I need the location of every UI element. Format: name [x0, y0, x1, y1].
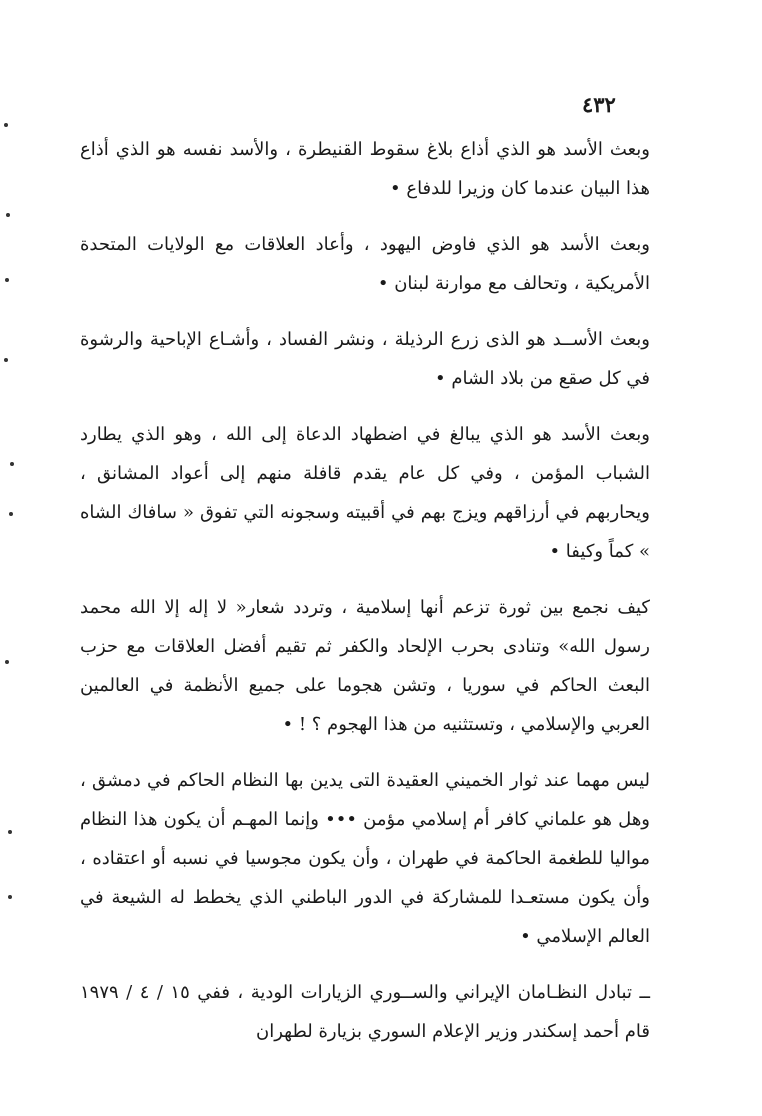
paragraph-1: وبعث الأسد هو الذي أذاع بلاغ سقوط القنيطرة ، والأسد نفسه هو الذي أذاع هذا البيان عندما كان وزيرا للدفاع • [80, 139, 650, 199]
scan-mark [8, 830, 12, 834]
scan-mark [4, 358, 8, 362]
scan-mark [8, 895, 12, 899]
scan-mark [6, 213, 10, 217]
scan-mark [10, 462, 14, 466]
page-number: ٤٣٢ [582, 92, 616, 117]
paragraph-5: كيف نجمع بين ثورة تزعم أنها إسلامية ، وتردد شعار« لا إله إلا الله محمد رسول الله» وتنادى بحرب الإلحاد والكفر ثم تقيم أفضل العلاقات مع حزب البعث الحاكم في سوريا ، وتشن هجوما على جميع الأنظمة في العالمين العربي والإسلامي ، وتستثنيه من هذا الهجوم ؟ ! • [80, 597, 650, 735]
paragraph-3: وبعث الأســد هو الذى زرع الرذيلة ، ونشر الفساد ، وأشـاع الإباحية والرشوة في كل صقع من بلاد الشام • [80, 329, 650, 389]
paragraph-2: وبعث الأسد هو الذي فاوض اليهود ، وأعاد العلاقات مع الولايات المتحدة الأمريكية ، وتحالف مع موارنة لبنان • [80, 234, 650, 294]
paragraph-6: ليس مهما عند ثوار الخميني العقيدة التى يدين بها النظام الحاكم في دمشق ، وهل هو علماني كافر أم إسلامي مؤمن ••• وإنما المهـم أن يكون هذا النظام مواليا للطغمة الحاكمة في طهران ، وأن يكون مجوسيا في نسبه أو اعتقاده ، وأن يكون مستعـدا للمشاركة في الدور الباطني الذي يخطط له الشيعة في العالم الإسلامي • [80, 770, 650, 947]
scan-mark [4, 123, 8, 127]
page-body [80, 130, 650, 1051]
paragraph-4: وبعث الأسد هو الذي يبالغ في اضطهاد الدعاة إلى الله ، وهو الذي يطارد الشباب المؤمن ، وفي كل عام يقدم قافلة منهم إلى أعواد المشانق ، ويحاربهم في أرزاقهم ويزج بهم في أقبيته وسجونه التي تفوق « سافاك الشاه » كماً وكيفا • [80, 424, 651, 562]
scan-mark [5, 660, 9, 664]
scan-mark [5, 278, 9, 282]
paragraph-7: ــ تبادل النظـامان الإيراني والســوري الزيارات الودية ، ففي ١٥ / ٤ / ١٩٧٩ قام أحمد إسكندر وزير الإعلام السوري بزيارة لطهران [80, 982, 651, 1042]
scan-mark [9, 512, 13, 516]
